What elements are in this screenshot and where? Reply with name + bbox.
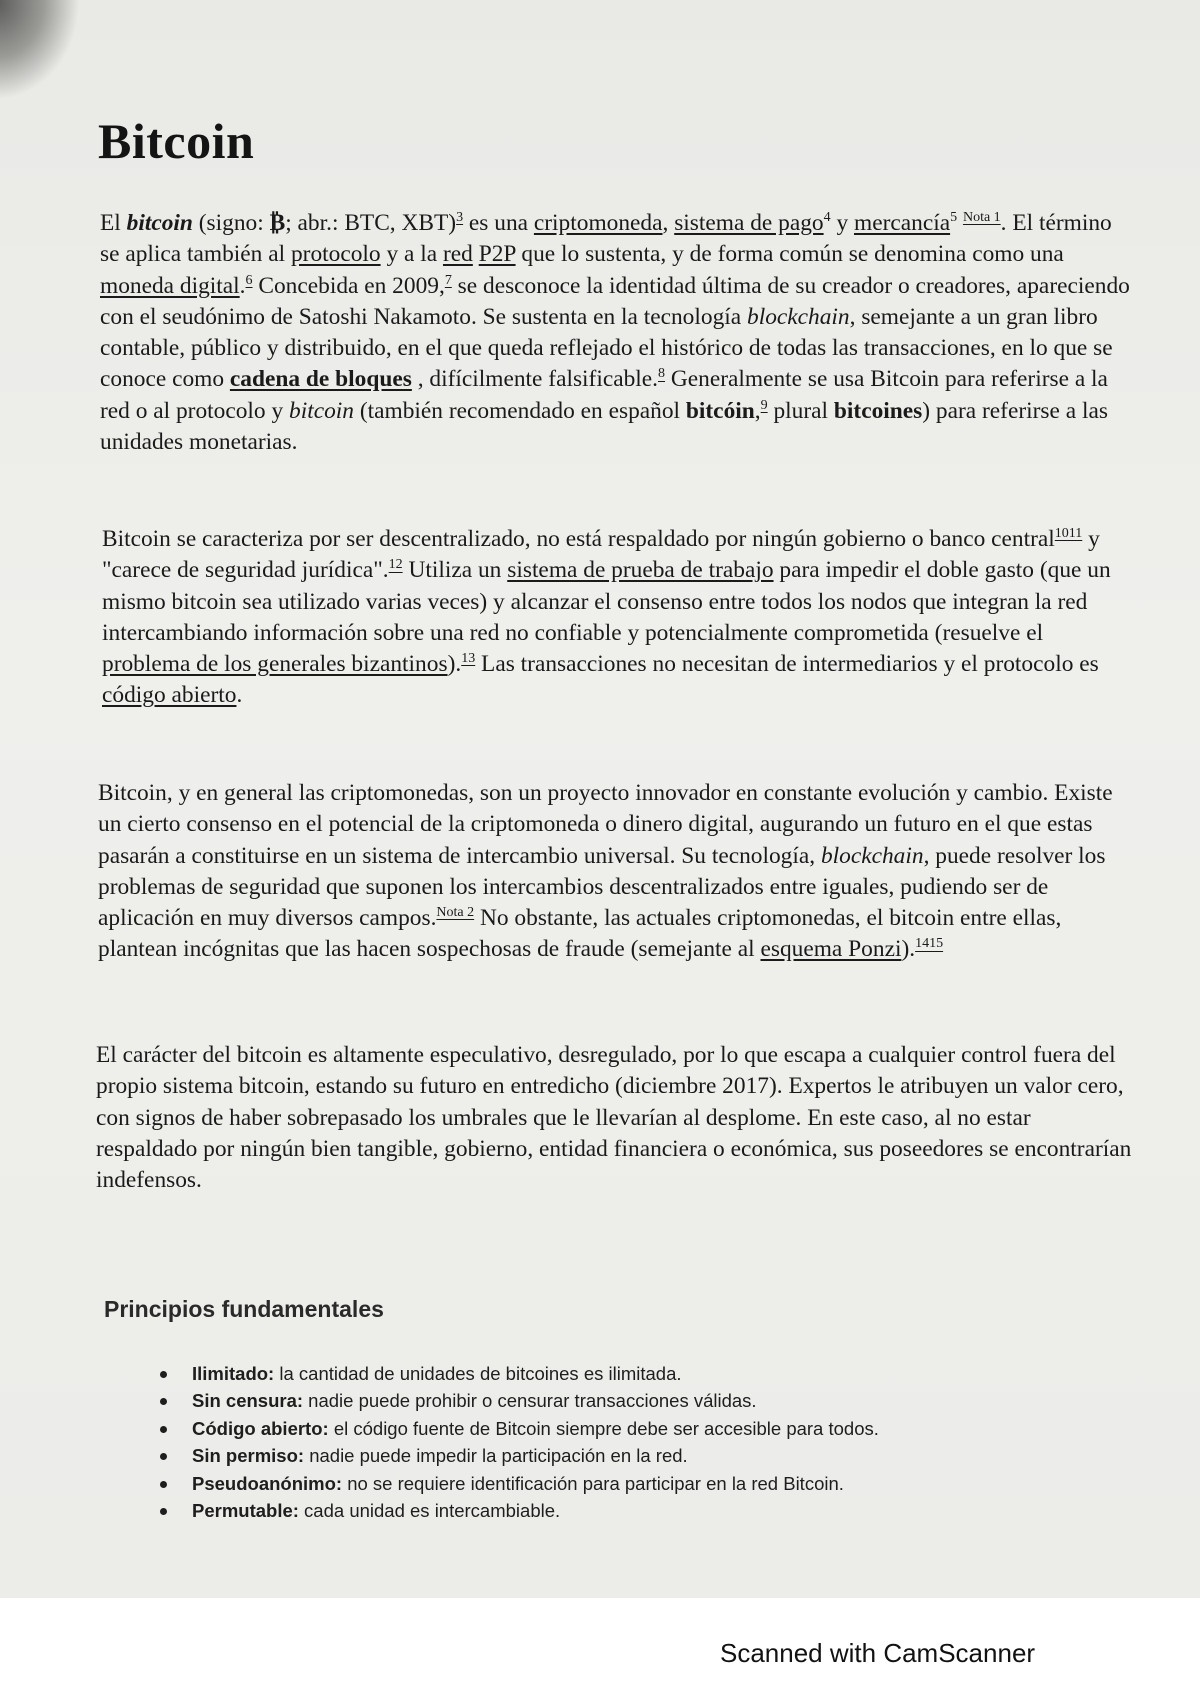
note-ref-2[interactable]: Nota 2 bbox=[436, 905, 475, 921]
paragraph-descentralizado: Bitcoin se caracteriza por ser descentralizado, no está respaldado por ningún gobierno o banco central$^{1011}$ y "carece de seguridad jurídica".$^{12}$ Utiliza un sistema de prueba de trabajo para impedir el doble gasto (que un mismo bitcoin sea utilizado varias veces) y alcanzar el consenso entre todos los nodos que integran la red intercambiando información sobre una red no confiable y potencialmente comprometida (resuelve el problema de los generales bizantinos).$^{13}$ Las transacciones no necesitan de intermediarios y el protocolo es código abierto. bbox=[102, 526, 1111, 709]
principles-list bbox=[160, 1360, 879, 1524]
section-title: Principios fundamentales bbox=[104, 1296, 384, 1322]
list-item: Código abierto: el código fuente de Bitcoin siempre debe ser accesible para todos. bbox=[160, 1415, 879, 1442]
page-shadow bbox=[0, 0, 80, 100]
scanner-watermark: Scanned with CamScanner bbox=[720, 1638, 1036, 1668]
link-red[interactable]: red bbox=[442, 241, 473, 268]
link-prueba-de-trabajo[interactable]: sistema de prueba de trabajo bbox=[507, 557, 774, 584]
footnote-ref[interactable]: 3 bbox=[456, 210, 464, 226]
list-item: Sin permiso: nadie puede impedir la participación en la red. bbox=[160, 1442, 879, 1469]
link-criptomoneda[interactable]: criptomoneda bbox=[533, 210, 663, 236]
link-moneda-digital[interactable]: moneda digital bbox=[100, 272, 240, 299]
page-title: Bitcoin bbox=[98, 113, 255, 169]
link-mercancia[interactable]: mercancía bbox=[854, 210, 951, 236]
link-esquema-ponzi[interactable]: esquema Ponzi bbox=[760, 936, 902, 963]
link-protocolo[interactable]: protocolo bbox=[290, 241, 381, 268]
link-cadena-de-bloques[interactable]: cadena de bloques bbox=[229, 366, 412, 393]
list-item: Permutable: cada unidad es intercambiable. bbox=[160, 1497, 879, 1524]
link-codigo-abierto[interactable]: código abierto bbox=[102, 682, 237, 709]
link-generales-bizantinos[interactable]: problema de los generales bizantinos bbox=[102, 651, 448, 678]
list-item: Ilimitado: la cantidad de unidades de bitcoines es ilimitada. bbox=[160, 1360, 879, 1387]
link-sistema-de-pago[interactable]: sistema de pago bbox=[674, 210, 824, 236]
list-item: Sin censura: nadie puede prohibir o censurar transacciones válidas. bbox=[160, 1387, 879, 1414]
paragraph-especulativo: El carácter del bitcoin es altamente especulativo, desregulado, por lo que escapa a cualquier control fuera del propio sistema bitcoin, estando su futuro en entredicho (diciembre 2017). Expertos le atribuyen un valor cero, con signos de haber sobrepasado los umbrales que le llevarían al desplome. En este caso, al no estar respaldado por ningún bien tangible, gobierno, entidad financiera o económica, sus poseedores se encontrarían indefensos. bbox=[96, 1042, 1132, 1194]
bitcoin-sign-icon: ₿ bbox=[269, 210, 286, 236]
paragraph-intro: El bitcoin (signo: ₿; abr.: BTC, XBT)$^3$ es una criptomoneda, sistema de pago$^4$ y mercancía$^5$ $^{Nota 1}$. El término se aplica también al protocolo y a la red P2P que lo sustenta, y de forma común se denomina como una moneda digital.$^6$ Concebida en 2009,$^7$ se desconoce la identidad última de su creador o creadores, apareciendo con el seudónimo de Satoshi Nakamoto. Se sustenta en la tecnología blockchain, semejante a un gran libro contable, público y distribuido, en el que queda reflejado el histórico de todas las transacciones, en lo que se conoce como cadena de bloques , difícilmente falsificable.$^8$ Generalmente se usa Bitcoin para referirse a la red o al protocolo y bitcoin (también recomendado en español bitcóin,$^9$ plural bitcoines) para referirse a las unidades monetarias. bbox=[100, 210, 1130, 456]
paragraph-innovacion: Bitcoin, y en general las criptomonedas, son un proyecto innovador en constante evolución y cambio. Existe un cierto consenso en el potencial de la criptomoneda o dinero digital, augurando un futuro en el que estas pasarán a constituirse en un sistema de intercambio universal. Su tecnología, blockchain, puede resolver los problemas de seguridad que suponen los intercambios descentralizados entre iguales, pudiendo ser de aplicación en muy diversos campos.$^{Nota 2}$ No obstante, las actuales criptomonedas, el bitcoin entre ellas, plantean incógnitas que las hacen sospechosas de fraude (semejante al esquema Ponzi).$^{1415}$ bbox=[98, 780, 1113, 963]
note-ref-1[interactable]: Nota 1 bbox=[962, 210, 1001, 226]
list-item: Pseudoanónimo: no se requiere identificación para participar en la red Bitcoin. bbox=[160, 1470, 879, 1497]
link-p2p[interactable]: P2P bbox=[478, 241, 516, 268]
